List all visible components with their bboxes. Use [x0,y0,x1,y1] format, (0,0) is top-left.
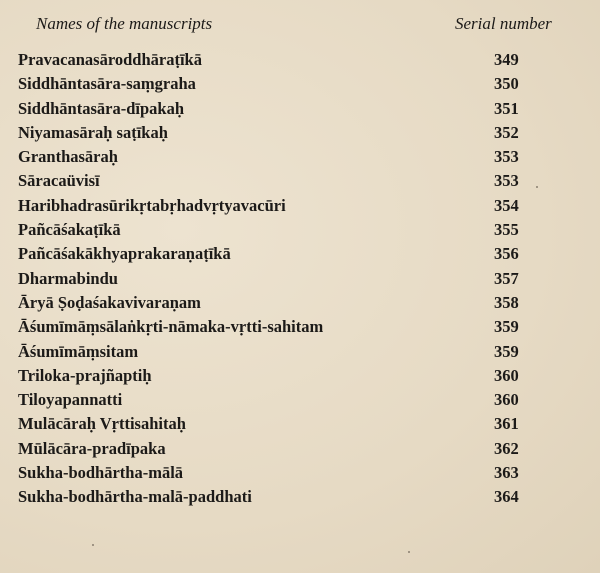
serial-number: 363 [494,463,519,483]
table-row [0,437,600,461]
table-row [0,461,600,485]
manuscript-name: Sukha-bodhārtha-malā-paddhati [18,487,252,507]
paper-speck [408,551,410,553]
table-row [0,169,600,193]
serial-number: 356 [494,244,519,264]
table-row [0,194,600,218]
manuscript-name: Tiloyapannatti [18,390,123,410]
manuscript-name: Pañcāśakaṭīkā [18,220,121,240]
manuscript-name: Haribhadrasūrikṛtabṛhadvṛtyavacūri [18,195,286,215]
serial-column-heading: Serial number [455,14,552,33]
serial-number: 349 [494,50,519,69]
serial-number: 361 [494,414,519,434]
serial-number: 360 [494,365,519,385]
table-row [0,267,600,291]
table-row [0,291,600,315]
table-row [0,145,600,169]
table-row [0,72,600,96]
serial-number: 360 [494,390,519,410]
table-row [0,121,600,145]
serial-number: 354 [494,195,519,215]
manuscript-name: Dharmabindu [18,268,118,288]
manuscript-name: Pañcāśakākhyaprakaraṇaṭīkā [18,244,231,264]
serial-number: 359 [494,341,519,361]
table-row [0,48,600,72]
serial-number: 362 [494,438,519,458]
table-row [0,242,600,266]
manuscript-name: Triloka-prajñaptiḥ [18,365,152,385]
table-row [0,485,600,509]
manuscript-name: Niyamasāraḥ saṭīkaḥ [18,122,168,142]
table-row [0,315,600,339]
manuscript-name: Granthasāraḥ [18,147,118,167]
manuscript-table [0,48,600,510]
serial-number: 352 [494,122,519,142]
paper-speck [536,186,538,188]
table-row [0,364,600,388]
serial-number: 358 [494,292,519,312]
table-row [0,97,600,121]
table-row [0,218,600,242]
manuscript-name: Āśumīmāṃsitam [18,341,139,361]
manuscript-name: Āryā Ṣoḍaśakavivaraṇam [18,292,201,312]
manuscript-name: Mulācāraḥ Vṛttisahitaḥ [18,414,186,434]
manuscript-name: Siddhāntasāra-saṃgraha [18,74,196,94]
manuscript-name: Siddhāntasāra-dīpakaḥ [18,98,184,118]
serial-number: 364 [494,487,519,507]
serial-number: 353 [494,171,519,191]
serial-number: 353 [494,147,519,167]
table-row [0,388,600,412]
manuscript-name: Sāracaüvisī [18,171,100,191]
names-column-heading: Names of the manuscripts [36,14,213,33]
table-header [0,14,600,40]
manuscript-name: Mūlācāra-pradīpaka [18,438,166,458]
serial-number: 359 [494,317,519,337]
serial-number: 351 [494,98,519,118]
serial-number: 350 [494,74,519,94]
manuscript-name: Sukha-bodhārtha-mālā [18,463,184,483]
manuscript-name: Āśumīmāṃsālaṅkṛti-nāmaka-vṛtti-sahitam [18,317,324,337]
serial-number: 355 [494,220,519,240]
table-row [0,340,600,364]
paper-speck [92,544,94,546]
manuscript-name: Pravacanasāroddhāraṭīkā [18,50,202,69]
table-row [0,412,600,436]
serial-number: 357 [494,268,519,288]
